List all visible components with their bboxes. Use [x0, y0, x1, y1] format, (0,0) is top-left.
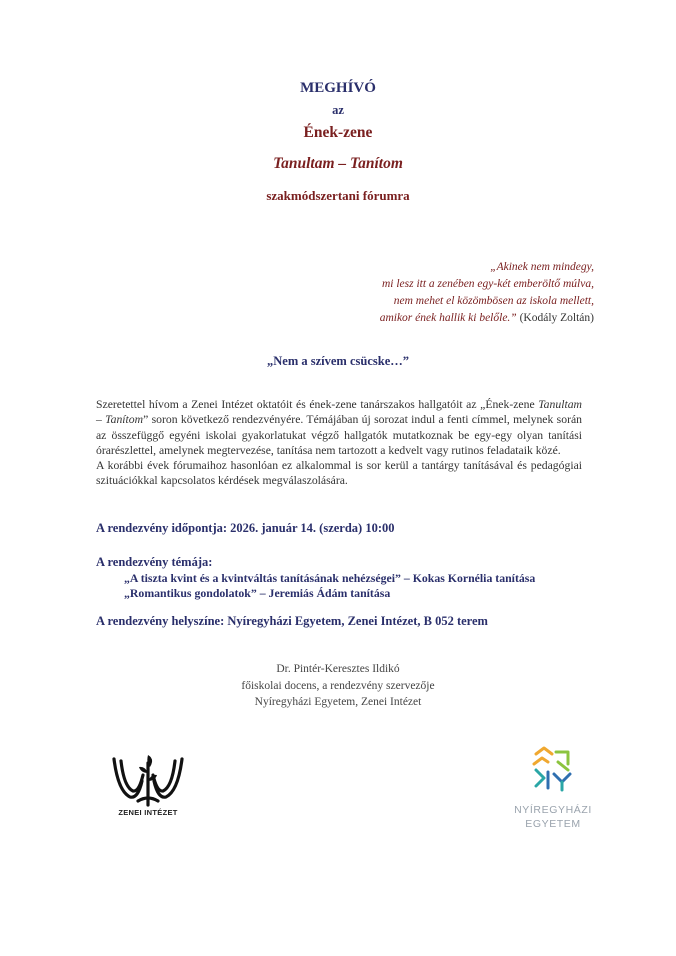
- quote-line: amikor ének hallik ki belőle.”: [379, 312, 517, 324]
- university-name-line1: NYÍREGYHÁZI: [514, 804, 592, 816]
- kodaly-quote: [380, 259, 594, 327]
- nyiregyhazi-egyetem-logo: [528, 744, 576, 792]
- body-series-name: Tanultam – Tanítom: [96, 398, 582, 427]
- quote-line: nem mehet el közömbösen az iskola mellett,: [393, 295, 594, 307]
- body-paragraph-1: [96, 397, 582, 458]
- event-talk-1: „A tiszta kvint és a kvintváltás tanításának nehézségei” – Kokas Kornélia tanítása: [124, 571, 536, 585]
- event-talk-2: „Romantikus gondolatok” – Jeremiás Ádám tanítása: [124, 586, 391, 600]
- event-date: A rendezvény időpontja: 2026. január 14. (szerda) 10:00: [96, 521, 395, 535]
- quote-line: „Akinek nem mindegy,: [490, 261, 594, 273]
- signature-institution: Nyíregyházi Egyetem, Zenei Intézet: [254, 696, 422, 708]
- signature-block: [0, 661, 676, 711]
- subject-title: Ének-zene: [303, 124, 373, 141]
- quote-line-last: [380, 310, 594, 327]
- invitation-connector: az: [332, 103, 344, 117]
- series-title: Tanultam – Tanítom: [273, 155, 403, 172]
- quote-attribution: (Kodály Zoltán): [519, 312, 594, 324]
- body-text: Szeretettel hívom a Zenei Intézet oktatóit és ének-zene tanárszakos hallgatóit az „Ének-zene: [96, 398, 539, 411]
- motto: „Nem a szívem csücske…”: [267, 354, 409, 368]
- zenei-intezet-logo: [108, 751, 188, 807]
- quote-line: mi lesz itt a zenében egy-két emberöltő múlva,: [381, 278, 594, 290]
- invitation-title: MEGHÍVÓ: [300, 80, 376, 96]
- zenei-intezet-label: ZENEI INTÉZET: [118, 808, 178, 817]
- body-paragraph-2: A korábbi évek fórumaihoz hasonlóan ez alkalommal is sor kerül a tantárgy tanításával és pedagógiai szituációkkal kapcsolatos kérdések megválaszolására.: [96, 459, 582, 488]
- university-name: [498, 803, 608, 831]
- invitation-body: [96, 397, 582, 489]
- forum-title: szakmódszertani fórumra: [266, 188, 410, 203]
- event-topic-heading: A rendezvény témája:: [96, 555, 213, 569]
- signature-name: Dr. Pintér-Keresztes Ildikó: [276, 663, 400, 675]
- signature-role: főiskolai docens, a rendezvény szervezője: [241, 679, 435, 692]
- event-venue: A rendezvény helyszíne: Nyíregyházi Egyetem, Zenei Intézet, B 052 terem: [96, 614, 488, 628]
- body-text: ” soron következő rendezvényére. Témájában új sorozat indul a fenti címmel, melynek során az összefüggő egyéni iskolai gyakorlatukat végző hallgatók mutatkoznak be egy-egy olyan tanítási órarészlettel, amelynek megtervezése, tanítása nem tartozott a kedvelt vagy rutinos feladataik közé.: [96, 413, 582, 457]
- university-name-line2: EGYETEM: [525, 818, 581, 830]
